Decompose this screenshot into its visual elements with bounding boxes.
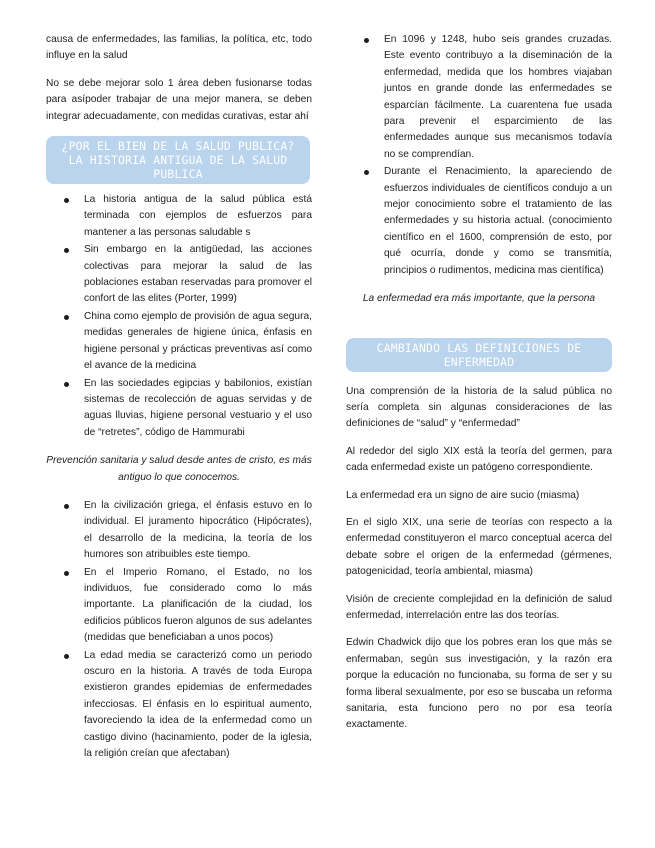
intro-paragraph-2: No se debe mejorar solo 1 área deben fusionarse todas para asípoder trabajar de una mejor manera, se deben integrar adecuadamente, con medidas curativas, estar ahí [46,77,312,122]
definitions-paragraph: La enfermedad era un signo de aire sucio (miasma) [346,489,580,501]
left-column [46,32,312,774]
right-column [346,32,612,745]
definitions-paragraph: Edwin Chadwick dijo que los pobres eran los que más se enfermaban, según sus investigación, y la razón era porque la educación no funcionaba, su forma de ser y su forma liberal sexualmente, por eso se buscaba un reforma sanitaria, esta funciono pero no por esa teoría exactamente. [346,637,612,731]
list-item: La edad media se caracterizó como un periodo oscuro en la historia. A través de toda Europa existieron grandes epidemias de enfermedades infecciosas. El énfasis en lo espiritual aumento, favoreciendo la idea de la enfermedad como un castigo divino (hacinamiento, poder de la iglesia, la religión creían que afectaban) [84,648,312,763]
civilizations-list [46,498,312,763]
list-item: En la civilización griega, el énfasis estuvo en lo individual. El juramento hipocrático (Hipócrates), el desarrollo de la medicina, la teoría de los humores son atribuibles este tiempo. [84,498,312,564]
caption-prevention: Prevención sanitaria y salud desde antes de cristo, es más antiguo lo que conocemos. [46,455,312,483]
list-item: En las sociedades egipcias y babilonios, existían sistemas de recolección de aguas servidas y de aguas lluvias, higiene personal vestuario y el uso de “retretes”, código de Hammurabi [84,376,312,442]
caption-disease-importance: La enfermedad era más importante, que la persona [362,293,596,305]
definitions-paragraph: En el siglo XIX, una serie de teorías con respecto a la enfermedad constituyeron el marco conceptual acerca del debate sobre el origen de la enfermedad (gérmenes, patogenicidad, teoría ambiental, miasma) [346,516,612,578]
list-item: En 1096 y 1248, hubo seis grandes cruzadas. Este evento contribuyo a la diseminación de la enfermedad, medida que los hombres viajaban juntos en grande donde las enfermedades se esparcían fácilmente. La cuarentena fue usada para prevenir el esparcimiento de las enfermedades aunque sus mecanismos todavía no se comprendían. [384,32,612,163]
middle-ages-list [346,32,612,279]
list-item: China como ejemplo de provisión de agua segura, medidas generales de higiene única, énfasis en higiene personal y prácticas preventivas así como el avance de la medicina [84,309,312,375]
list-item: Sin embargo en la antigüedad, las acciones colectivas para mejorar la salud de las poblaciones estaban reservadas para promover el confort de las elites (Porter, 1999) [84,242,312,308]
definitions-paragraph: Una comprensión de la historia de la salud pública no sería completa sin algunas consideraciones de las definiciones de “salud” y “enfermedad” [346,385,612,430]
list-item: En el Imperio Romano, el Estado, no los individuos, fue considerado como lo más importante. La planificación de la ciudad, los edificios públicos fueron algunos de sus adelantes (medidas que beneficiaban a unos pocos) [84,565,312,647]
intro-paragraph-1: causa de enfermedades, las familias, la política, etc, todo influye en la salud [46,34,312,62]
section-heading-definitions: CAMBIANDO LAS DEFINICIONES DE ENFERMEDAD [346,338,612,372]
ancient-history-list [46,192,312,441]
list-item: La historia antigua de la salud pública está terminada con ejemplos de esfuerzos para mantener a las personas saludable s [84,192,312,241]
definitions-paragraph: Al rededor del siglo XIX está la teoría del germen, para cada enfermedad existe un patógeno correspondiente. [346,445,612,474]
definitions-paragraph: Visión de creciente complejidad en la definición de salud enfermedad, interrelación entre las dos teorías. [346,593,612,621]
list-item: Durante el Renacimiento, la apareciendo de esfuerzos individuales de científicos condujo a un mejor conocimiento sobre el tratamiento de las enfermedades y su historia actual. (conocimiento científico en el 1600, comprensión de esto, por qué ocurría, donde y como se transmitía, principios o rudimentos, medicina mas científica) [384,164,612,279]
section-heading-ancient-history: ¿POR EL BIEN DE LA SALUD PUBLICA? LA HISTORIA ANTIGUA DE LA SALUD PUBLICA [46,136,310,184]
